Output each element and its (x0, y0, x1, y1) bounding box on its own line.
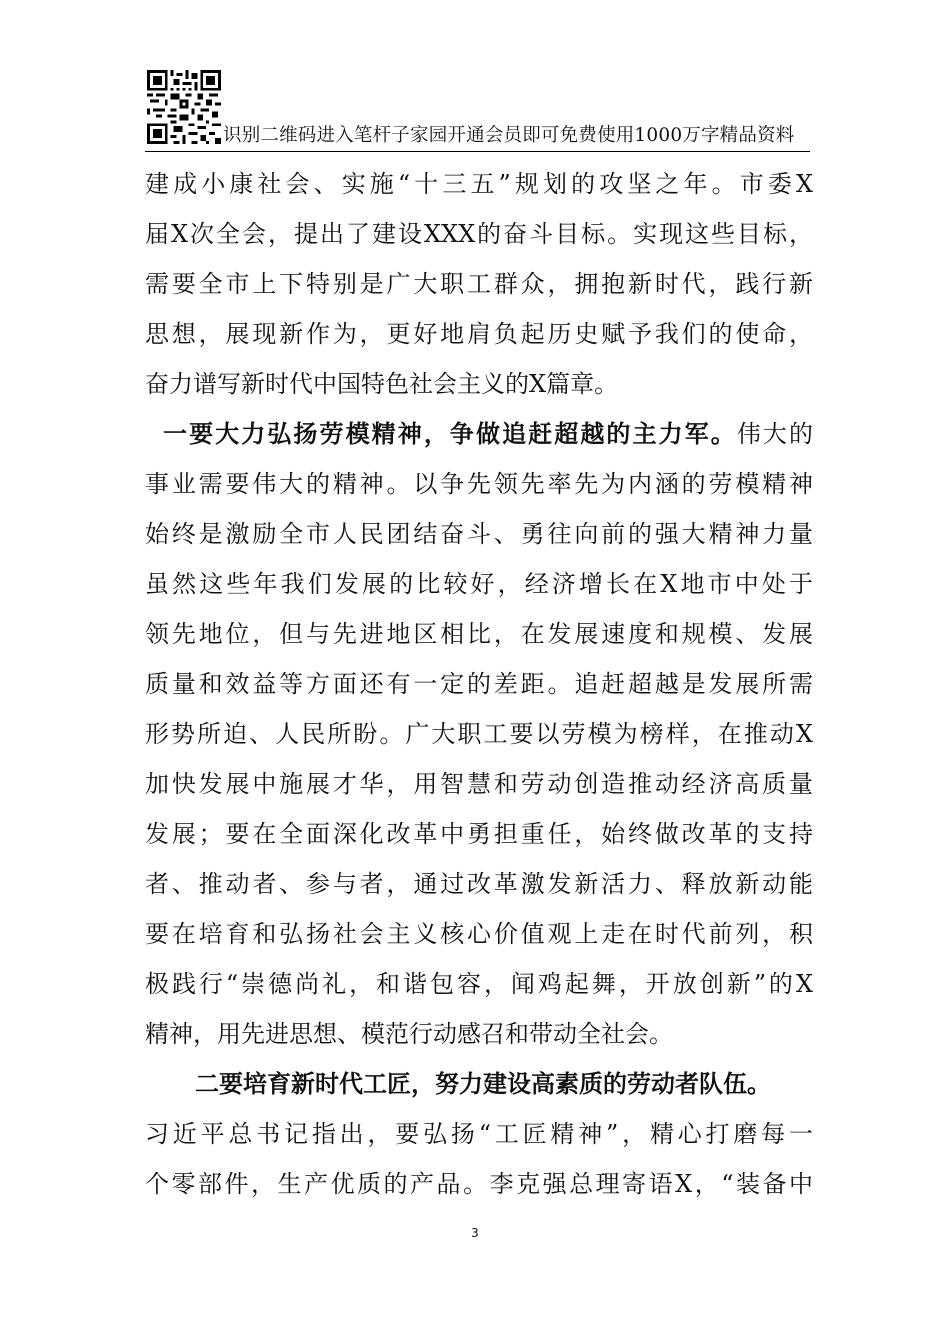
text-line: 习近平总书记指出，要弘扬“工匠精神”，精心打磨每一 (145, 1120, 813, 1148)
text-line: 建成小康社会、实施“十三五”规划的攻坚之年。市委X (145, 170, 813, 198)
text-line: 始终是激励全市人民团结奋斗、勇往向前的强大精神力量 (145, 520, 813, 548)
text-line: 形势所迫、人民所盼。广大职工要以劳模为榜样，在推动X (145, 720, 813, 748)
text-line: 精神，用先进思想、模范行动感召和带动全社会。 (145, 1020, 673, 1048)
text-line: 领先地位，但与先进地区相比，在发展速度和规模、发展 (145, 620, 813, 648)
qr-code-icon[interactable] (147, 70, 221, 144)
section-heading-line (145, 1059, 813, 1109)
text-line: 奋力谱写新时代中国特色社会主义的X篇章。 (145, 370, 619, 398)
page-number: 3 (471, 1226, 479, 1240)
section-heading-line (145, 409, 813, 459)
text-line: 极践行“崇德尚礼，和谐包容，闻鸡起舞，开放创新”的X (145, 970, 813, 998)
text-run: 伟大的 (736, 420, 814, 448)
header-promo-text: 识别二维码进入笔杆子家园开通会员即可免费使用1000万字精品资料 (223, 125, 795, 146)
text-line: 个零部件，生产优质的产品。李克强总理寄语X，“装备中 (145, 1170, 813, 1198)
text-line: 质量和效益等方面还有一定的差距。追赶超越是发展所需 (145, 670, 813, 698)
text-line: 届X次全会，提出了建设XXX的奋斗目标。实现这些目标， (145, 220, 813, 248)
text-line: 虽然这些年我们发展的比较好，经济增长在X地市中处于 (145, 570, 813, 598)
section-heading: 一要大力弘扬劳模精神，争做追赶超越的主力军。 (163, 420, 737, 448)
document-body (145, 159, 813, 1209)
header-divider (145, 151, 810, 152)
text-line: 发展；要在全面深化改革中勇担重任，始终做改革的支持 (145, 820, 813, 848)
text-line: 事业需要伟大的精神。以争先领先率先为内涵的劳模精神 (145, 470, 813, 498)
text-line: 需要全市上下特别是广大职工群众，拥抱新时代，践行新 (145, 270, 813, 298)
text-line: 者、推动者、参与者，通过改革激发新活力、释放新动能 (145, 870, 813, 898)
text-line: 加快发展中施展才华，用智慧和劳动创造推动经济高质量 (145, 770, 813, 798)
text-line: 要在培育和弘扬社会主义核心价值观上走在时代前列，积 (145, 920, 813, 948)
text-line: 思想，展现新作为，更好地肩负起历史赋予我们的使命， (145, 320, 813, 348)
section-heading: 二要培育新时代工匠，努力建设高素质的劳动者队伍。 (195, 1070, 771, 1098)
page-header (145, 68, 815, 154)
